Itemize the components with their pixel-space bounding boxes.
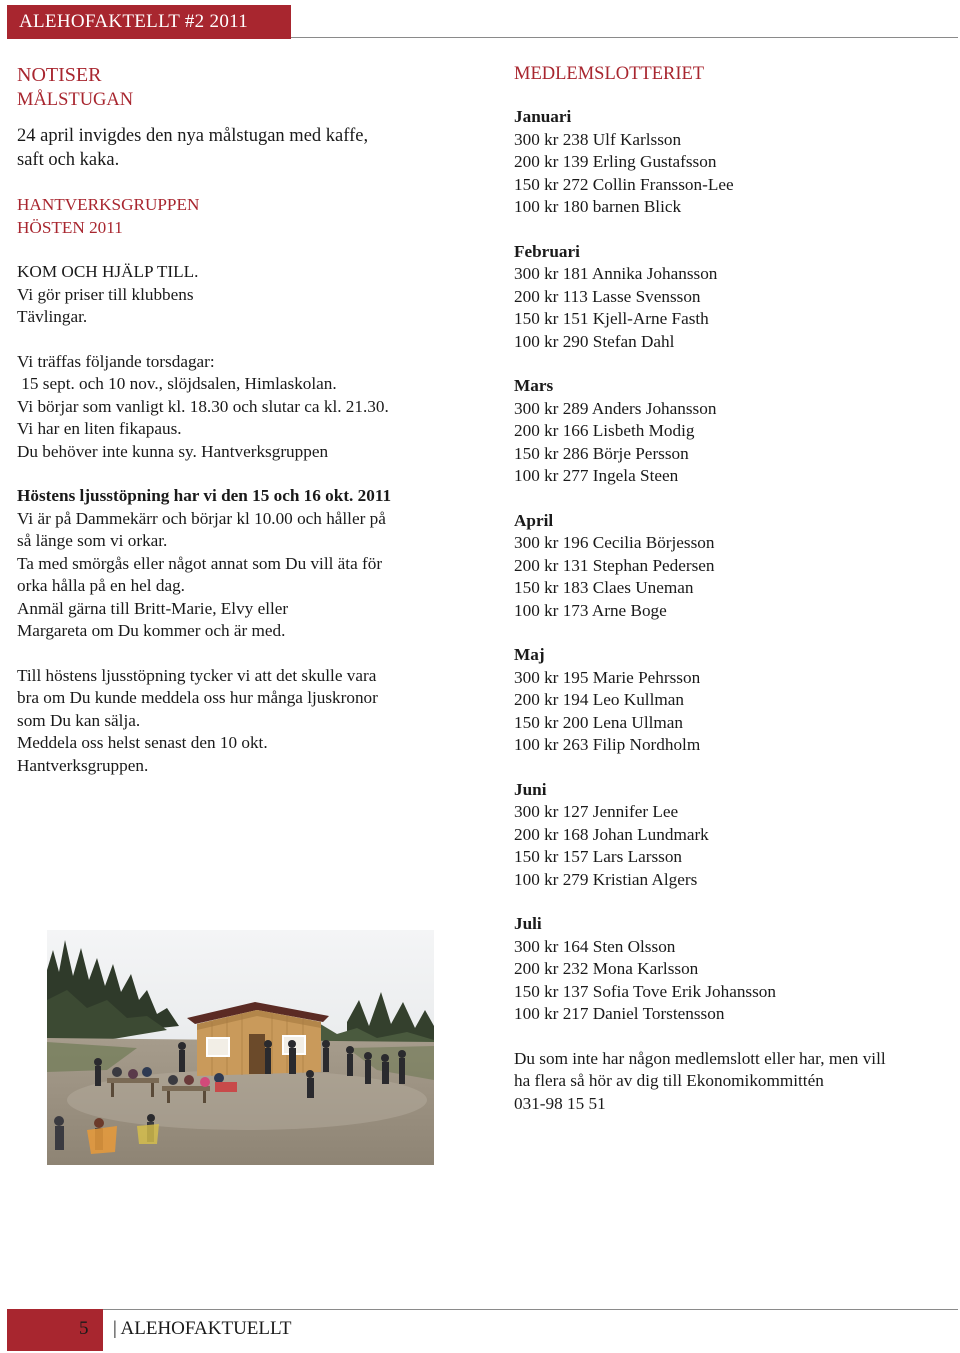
winner-row: 150 kr 137 Sofia Tove Erik Johansson (514, 981, 776, 1001)
hantverk-heading-line: HÖSTEN 2011 (17, 217, 123, 237)
winner-row: 200 kr 131 Stephan Pedersen (514, 555, 715, 575)
footer-accent-box (7, 1309, 103, 1351)
traffas-line: Vi börjar som vanligt kl. 18.30 och slutar ca kl. 21.30. (17, 396, 389, 416)
kom-line: Vi gör priser till klubbens (17, 284, 194, 304)
closing-phone: 031-98 15 51 (514, 1093, 606, 1113)
ljus-line: Margareta om Du kommer och är med. (17, 621, 286, 640)
ljus-line: orka hålla på en hel dag. (17, 576, 185, 595)
winner-row: 100 kr 180 barnen Blick (514, 197, 682, 216)
winner-row: 200 kr 232 Mona Karlsson (514, 959, 699, 978)
till-line: bra om Du kunde meddela oss hur många ljuskronor (17, 688, 378, 707)
month-block-januari (514, 106, 954, 219)
kom-line: Tävlingar. (17, 307, 88, 326)
right-column (514, 62, 954, 1115)
winner-row: 100 kr 279 Kristian Algers (514, 869, 698, 889)
winner-row: 150 kr 200 Lena Ullman (514, 712, 683, 732)
page-number: 5 (79, 1318, 89, 1339)
month-block-mars (514, 375, 954, 488)
header-title: ALEHOFAKTELLT #2 2011 (19, 11, 249, 32)
closing-line: Du som inte har någon medlemslott eller har, men vill (514, 1048, 886, 1068)
winner-row: 100 kr 263 Filip Nordholm (514, 735, 701, 754)
malstugan-text-line: 24 april invigdes den nya målstugan med kaffe, (17, 126, 369, 146)
winner-row: 300 kr 127 Jennifer Lee (514, 802, 679, 821)
hantverk-heading-line: HANTVERKSGRUPPEN (17, 195, 200, 214)
winner-row: 150 kr 286 Börje Persson (514, 443, 689, 463)
closing-line: ha flera så hör av dig till Ekonomikommittén (514, 1071, 824, 1090)
header-rule (291, 37, 958, 38)
winner-row: 300 kr 289 Anders Johansson (514, 398, 717, 418)
month-block-april (514, 510, 954, 623)
winner-row: 200 kr 166 Lisbeth Modig (514, 421, 695, 440)
winner-row: 150 kr 272 Collin Fransson-Lee (514, 174, 734, 194)
till-line: Till höstens ljusstöpning tycker vi att det skulle vara (17, 665, 377, 685)
month-block-juli (514, 913, 954, 1026)
closing-note (514, 1048, 954, 1116)
till-line: Meddela oss helst senast den 10 okt. (17, 733, 268, 752)
left-column (17, 62, 467, 777)
winner-row: 100 kr 173 Arne Boge (514, 600, 667, 620)
winner-row: 300 kr 181 Annika Johansson (514, 264, 718, 283)
notiser-heading: NOTISER (17, 64, 102, 86)
winner-row: 150 kr 183 Claes Uneman (514, 578, 694, 597)
lotteri-heading: MEDLEMSLOTTERIET (514, 64, 705, 84)
ljus-line: Vi är på Dammekärr och börjar kl 10.00 och håller på (17, 508, 386, 528)
traffas-line: Vi träffas följande torsdagar: (17, 351, 215, 371)
winner-row: 150 kr 157 Lars Larsson (514, 847, 683, 866)
month-name: Januari (514, 107, 572, 126)
ljus-line: Anmäl gärna till Britt-Marie, Elvy eller (17, 598, 289, 618)
month-name: April (514, 510, 554, 530)
winner-row: 200 kr 139 Erling Gustafsson (514, 152, 717, 171)
month-name: Mars (514, 376, 554, 395)
winner-row: 200 kr 113 Lasse Svensson (514, 286, 701, 306)
footer-rule (7, 1309, 958, 1310)
till-line: Hantverksgruppen. (17, 755, 149, 775)
malstugan-heading: MÅLSTUGAN (17, 90, 134, 110)
winner-row: 300 kr 238 Ulf Karlsson (514, 129, 682, 149)
winner-row: 300 kr 196 Cecilia Börjesson (514, 533, 715, 552)
cabin-photo (47, 930, 434, 1165)
month-name: Juli (514, 914, 542, 933)
kom-line: KOM OCH HJÄLP TILL. (17, 262, 199, 281)
month-block-februari (514, 241, 954, 354)
ljus-line: Ta med smörgås eller något annat som Du vill äta för (17, 553, 383, 573)
month-name: Maj (514, 645, 545, 664)
till-line: som Du kan sälja. (17, 710, 141, 730)
winner-row: 300 kr 164 Sten Olsson (514, 936, 676, 956)
winner-row: 150 kr 151 Kjell-Arne Fasth (514, 309, 709, 328)
winner-row: 100 kr 217 Daniel Torstensson (514, 1004, 725, 1023)
malstugan-text-line: saft och kaka. (17, 150, 120, 170)
winner-row: 100 kr 290 Stefan Dahl (514, 331, 675, 351)
month-block-juni (514, 779, 954, 892)
traffas-line: 15 sept. och 10 nov., slöjdsalen, Himlaskolan. (17, 374, 337, 393)
footer-title: | ALEHOFAKTUELLT (113, 1318, 292, 1339)
traffas-line: Du behöver inte kunna sy. Hantverksgruppen (17, 441, 329, 461)
month-name: Juni (514, 779, 547, 799)
traffas-line: Vi har en liten fikapaus. (17, 419, 182, 438)
month-block-maj (514, 644, 954, 757)
winner-row: 200 kr 194 Leo Kullman (514, 690, 684, 709)
winner-row: 200 kr 168 Johan Lundmark (514, 824, 709, 844)
month-name: Februari (514, 241, 580, 261)
header-banner (7, 5, 291, 39)
winner-row: 300 kr 195 Marie Pehrsson (514, 667, 701, 687)
winner-row: 100 kr 277 Ingela Steen (514, 466, 679, 485)
ljus-heading: Höstens ljusstöpning har vi den 15 och 16 okt. 2011 (17, 486, 392, 505)
ljus-line: så länge som vi orkar. (17, 531, 168, 550)
